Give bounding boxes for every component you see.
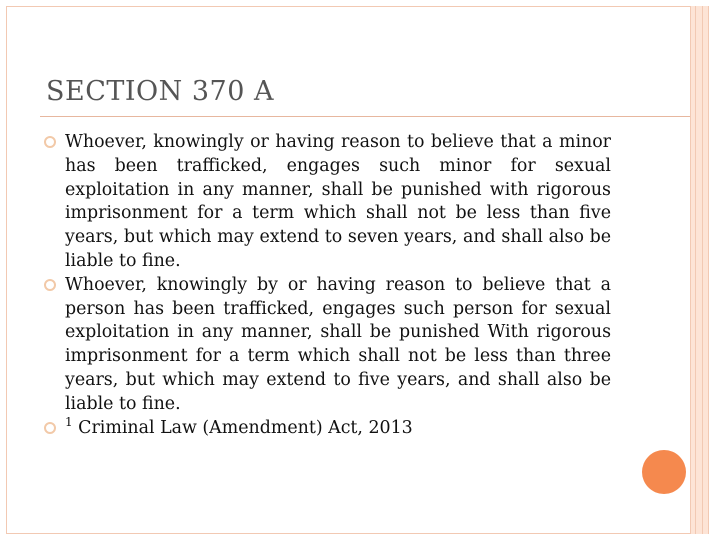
decorative-side-stripe-inner	[695, 6, 703, 534]
slide-content	[40, 131, 611, 440]
footnote-text	[65, 414, 611, 441]
footnote-marker: 1	[65, 414, 73, 429]
circle-bullet-icon	[44, 279, 56, 291]
bullet-item	[40, 131, 611, 274]
decorative-orange-circle	[642, 450, 686, 494]
bullet-text: Whoever, knowingly by or having reason to believe that a person has been trafficked, engages such person for sexual exploitation in any manner, shall be punished With rigorous imprisonment for a term which shall not be less than three years, but which may extend to five years, and shall also be liable to fine.	[65, 274, 611, 414]
footnote-item	[40, 414, 611, 441]
circle-bullet-icon	[44, 422, 56, 434]
slide-title: SECTION 370 A	[46, 76, 274, 107]
bullet-text: Whoever, knowingly or having reason to believe that a minor has been trafficked, engages such minor for sexual exploitation in any manner, shall be punished with rigorous imprisonment for a term which shall not be less than five years, but which may extend to seven years, and shall also be liable to fine.	[65, 132, 611, 271]
title-divider	[40, 116, 690, 117]
bullet-item	[40, 274, 611, 417]
footnote-source: Criminal Law (Amendment) Act, 2013	[78, 417, 413, 438]
circle-bullet-icon	[44, 136, 56, 148]
